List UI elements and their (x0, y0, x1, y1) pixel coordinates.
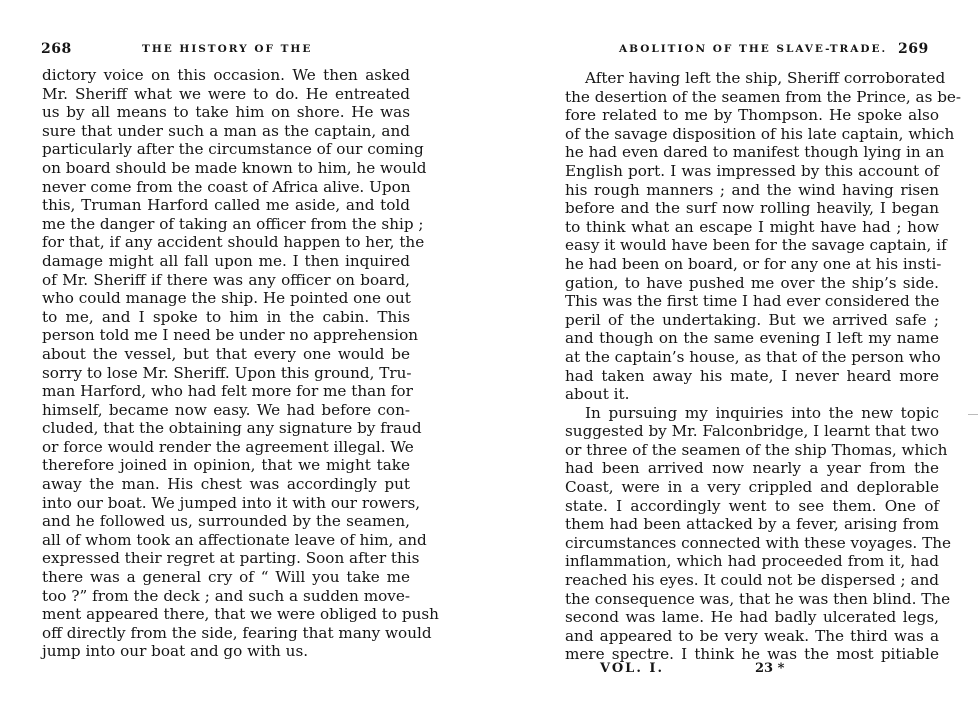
text-line: person told me I need be under no apprehension (42, 326, 419, 345)
text-line: away the man. His chest was accordingly put (42, 475, 410, 494)
text-line: at the captain’s house, as that of the person who (565, 347, 941, 366)
text-line: all of whom took an affectionate leave of him, and (42, 530, 427, 549)
text-line: damage might all fall upon me. I then inquired (42, 251, 410, 270)
running-head: ABOLITION OF THE SLAVE-TRADE. (619, 43, 888, 55)
text-line: to think what an escape I might have had ; how (565, 217, 939, 236)
text-line: circumstances connected with these voyages. The (565, 533, 951, 552)
text-line: of the savage disposition of his late captain, which (565, 124, 955, 143)
text-line: sorry to lose Mr. Sheriff. Upon this ground, Tru- (42, 363, 412, 382)
text-line: man Harford, who had felt more for me than for (42, 382, 413, 401)
text-line: who could manage the ship. He pointed one out (42, 289, 411, 308)
text-line: second was lame. He had badly ulcerated legs, (565, 608, 939, 627)
text-line: After having left the ship, Sheriff corroborated (585, 69, 946, 87)
text-line: Mr. Sheriff what we were to do. He entreated (42, 84, 410, 103)
text-line: for that, if any accident should happen to her, the (42, 233, 425, 252)
scan-mark (968, 414, 978, 415)
text-line: particularly after the circumstance of our coming (42, 140, 424, 159)
text-line: state. I accordingly went to see them. One of (565, 496, 939, 515)
text-line: before and the surf now rolling heavily, I began (565, 199, 939, 218)
text-line: gation, to have pushed me over the ship’s side. (565, 273, 939, 292)
text-line: English port. I was impressed by this account of (565, 161, 939, 180)
text-line: never come from the coast of Africa alive. Upon (42, 177, 411, 196)
text-line: This was the first time I had ever considered the (565, 292, 940, 311)
text-line: to me, and I spoke to him in the cabin. This (42, 307, 410, 326)
text-line: suggested by Mr. Falconbridge, I learnt that two (565, 422, 939, 441)
text-line: into our boat. We jumped into it with our rowers, (42, 493, 421, 512)
text-line: cluded, that the obtaining any signature by fraud (42, 419, 422, 438)
page-number: 269 (898, 41, 929, 57)
right-page (540, 0, 980, 717)
text-line: me the danger of taking an officer from the ship ; (42, 214, 424, 233)
text-line: us by all means to take him on shore. He was (42, 103, 410, 122)
text-line: his rough manners ; and the wind having risen (565, 180, 939, 199)
text-line: and he followed us, surrounded by the seamen, (42, 512, 410, 531)
text-line: about it. (565, 385, 630, 404)
text-line: off directly from the side, fearing that many would (42, 623, 432, 642)
text-line: this, Truman Harford called me aside, and told (42, 196, 410, 215)
text-line: In pursuing my inquiries into the new topic (585, 403, 939, 422)
text-line: inflammation, which had proceeded from it, had (565, 552, 939, 571)
text-line: himself, became now easy. We had before con- (42, 400, 410, 419)
body-text (42, 66, 439, 661)
text-line: or force would render the agreement illegal. We (42, 437, 414, 456)
text-line: dictory voice on this occasion. We then asked (42, 66, 410, 84)
text-line: there was a general cry of “ Will you take me (42, 568, 410, 587)
text-line: the desertion of the seamen from the Prince, as be- (565, 87, 962, 106)
text-line: reached his eyes. It could not be dispersed ; and (565, 571, 939, 590)
text-line: them had been attacked by a fever, arising from (565, 515, 939, 534)
signature-mark: 23 * (755, 661, 785, 676)
text-line: easy it would have been for the savage captain, if (565, 236, 947, 255)
text-line: on board should be made known to him, he would (42, 158, 427, 177)
text-line: had taken away his mate, I never heard more (565, 366, 939, 385)
text-line: of Mr. Sheriff if there was any officer on board, (42, 270, 410, 289)
text-line: the consequence was, that he was then blind. The (565, 589, 951, 608)
text-line: and though on the same evening I left my name (565, 329, 939, 348)
text-line: mere spectre. I think he was the most pitiable (565, 645, 939, 664)
text-line: about the vessel, but that every one would be (42, 344, 410, 363)
body-text (565, 69, 962, 664)
text-line: ment appeared there, that we were obliged to push (42, 605, 439, 624)
text-line: he had even dared to manifest though lying in an (565, 143, 945, 162)
text-line: therefore joined in opinion, that we might take (42, 456, 410, 475)
text-line: peril of the undertaking. But we arrived safe ; (565, 310, 939, 329)
running-head: THE HISTORY OF THE (142, 43, 313, 55)
text-line: jump into our boat and go with us. (42, 642, 309, 661)
page-number: 268 (41, 41, 72, 57)
text-line: he had been on board, or for any one at his insti- (565, 254, 942, 273)
text-line: too ?” from the deck ; and such a sudden move- (42, 586, 410, 605)
text-line: Coast, were in a very crippled and deplorable (565, 478, 939, 497)
text-line: expressed their regret at parting. Soon after this (42, 549, 420, 568)
text-line: had been arrived now nearly a year from the (565, 459, 939, 478)
text-line: or three of the seamen of the ship Thomas, which (565, 440, 948, 459)
text-line: and appeared to be very weak. The third was a (565, 626, 939, 645)
left-page (0, 0, 470, 717)
text-line: fore related to me by Thompson. He spoke also (565, 106, 939, 125)
text-line: sure that under such a man as the captain, and (42, 121, 410, 140)
volume-label: VOL. I. (600, 661, 664, 676)
